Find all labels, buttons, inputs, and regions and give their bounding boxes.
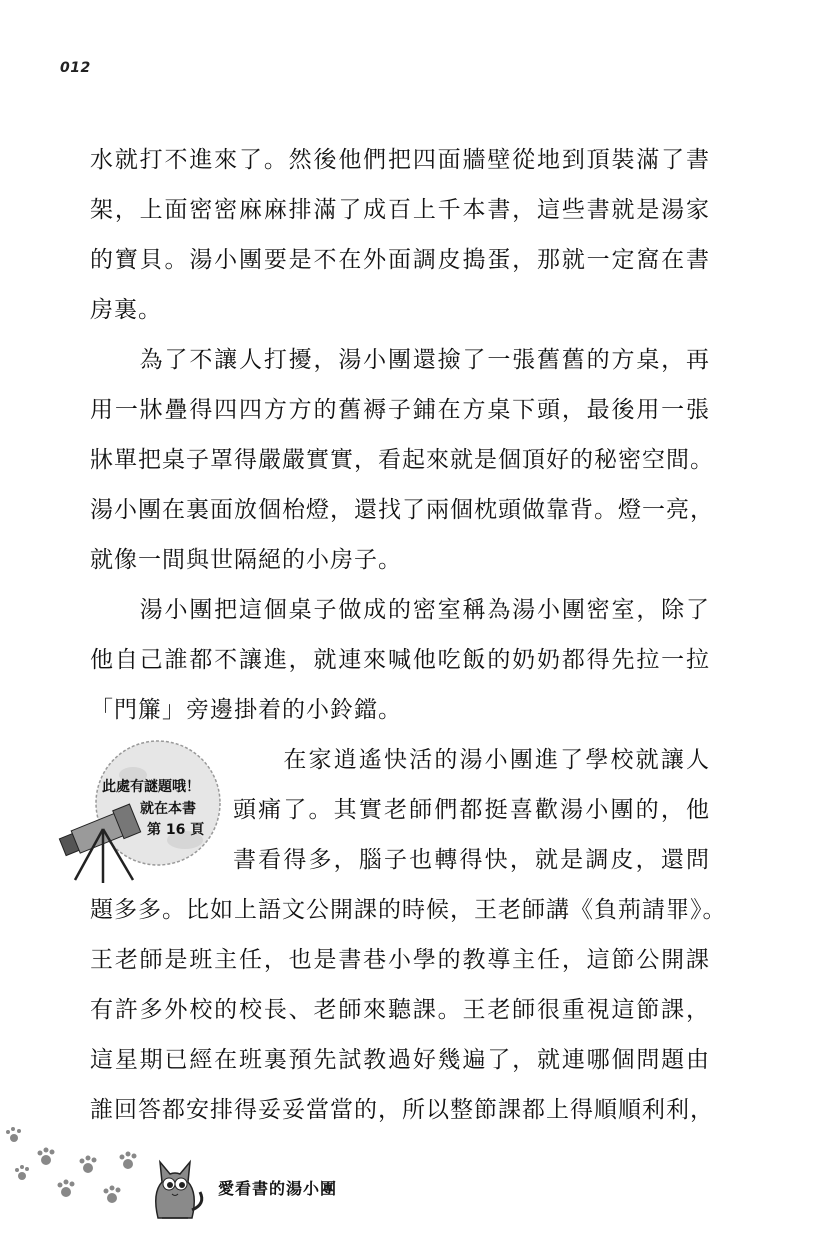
text-line: 的寶貝。湯小團要是不在外面調皮搗蛋，那就一定窩在書	[90, 247, 710, 273]
book-title-footer: 愛看書的湯小團	[218, 1179, 338, 1198]
puzzle-badge	[55, 735, 235, 885]
text-line: 王老師是班主任，也是書巷小學的教導主任，這節公開課	[90, 947, 710, 973]
text-line: 牀單把桌子罩得嚴嚴實實，看起來就是個頂好的秘密空間。	[90, 447, 714, 473]
text-line: 有許多外校的校長、老師來聽課。王老師很重視這節課，	[90, 997, 710, 1023]
text-line: 房裏。	[90, 297, 162, 323]
page-number: 012	[60, 60, 91, 76]
badge-line-1: 此處有謎題哦！	[102, 779, 200, 795]
text-line: 湯小團把這個桌子做成的密室稱為湯小團密室，除了	[90, 597, 710, 623]
text-line: 誰回答都安排得妥妥當當的，所以整節課都上得順順利利，	[90, 1097, 714, 1123]
text-line: 他自己誰都不讓進，就連來喊他吃飯的奶奶都得先拉一拉	[90, 647, 710, 673]
badge-line-2: 就在本書	[140, 801, 196, 817]
text-line: 在家逍遙快活的湯小團進了學校就讓人	[233, 747, 710, 773]
cat-mascot-icon	[140, 1148, 210, 1228]
paw-prints-icon	[0, 1120, 160, 1220]
text-line: 用一牀疊得四四方方的舊褥子鋪在方桌下頭，最後用一張	[90, 397, 710, 423]
text-line: 架，上面密密麻麻排滿了成百上千本書，這些書就是湯家	[90, 197, 710, 223]
text-line: 就像一間與世隔絕的小房子。	[90, 547, 402, 573]
text-line: 頭痛了。其實老師們都挺喜歡湯小團的，他	[233, 797, 710, 823]
text-line: 水就打不進來了。然後他們把四面牆壁從地到頂裝滿了書	[90, 147, 710, 173]
text-line: 這星期已經在班裏預先試教過好幾遍了，就連哪個問題由	[90, 1047, 710, 1073]
text-line: 題多多。比如上語文公開課的時候，王老師講《負荊請罪》。	[90, 897, 727, 923]
text-line: 「門簾」旁邊掛着的小鈴鐺。	[90, 697, 402, 723]
text-line: 書看得多，腦子也轉得快，就是調皮，還問	[233, 847, 710, 873]
badge-line-3: 第 16 頁	[147, 822, 205, 838]
text-line: 湯小團在裏面放個枱燈，還找了兩個枕頭做靠背。燈一亮，	[90, 497, 714, 523]
text-line: 為了不讓人打擾，湯小團還撿了一張舊舊的方桌，再	[90, 347, 710, 373]
